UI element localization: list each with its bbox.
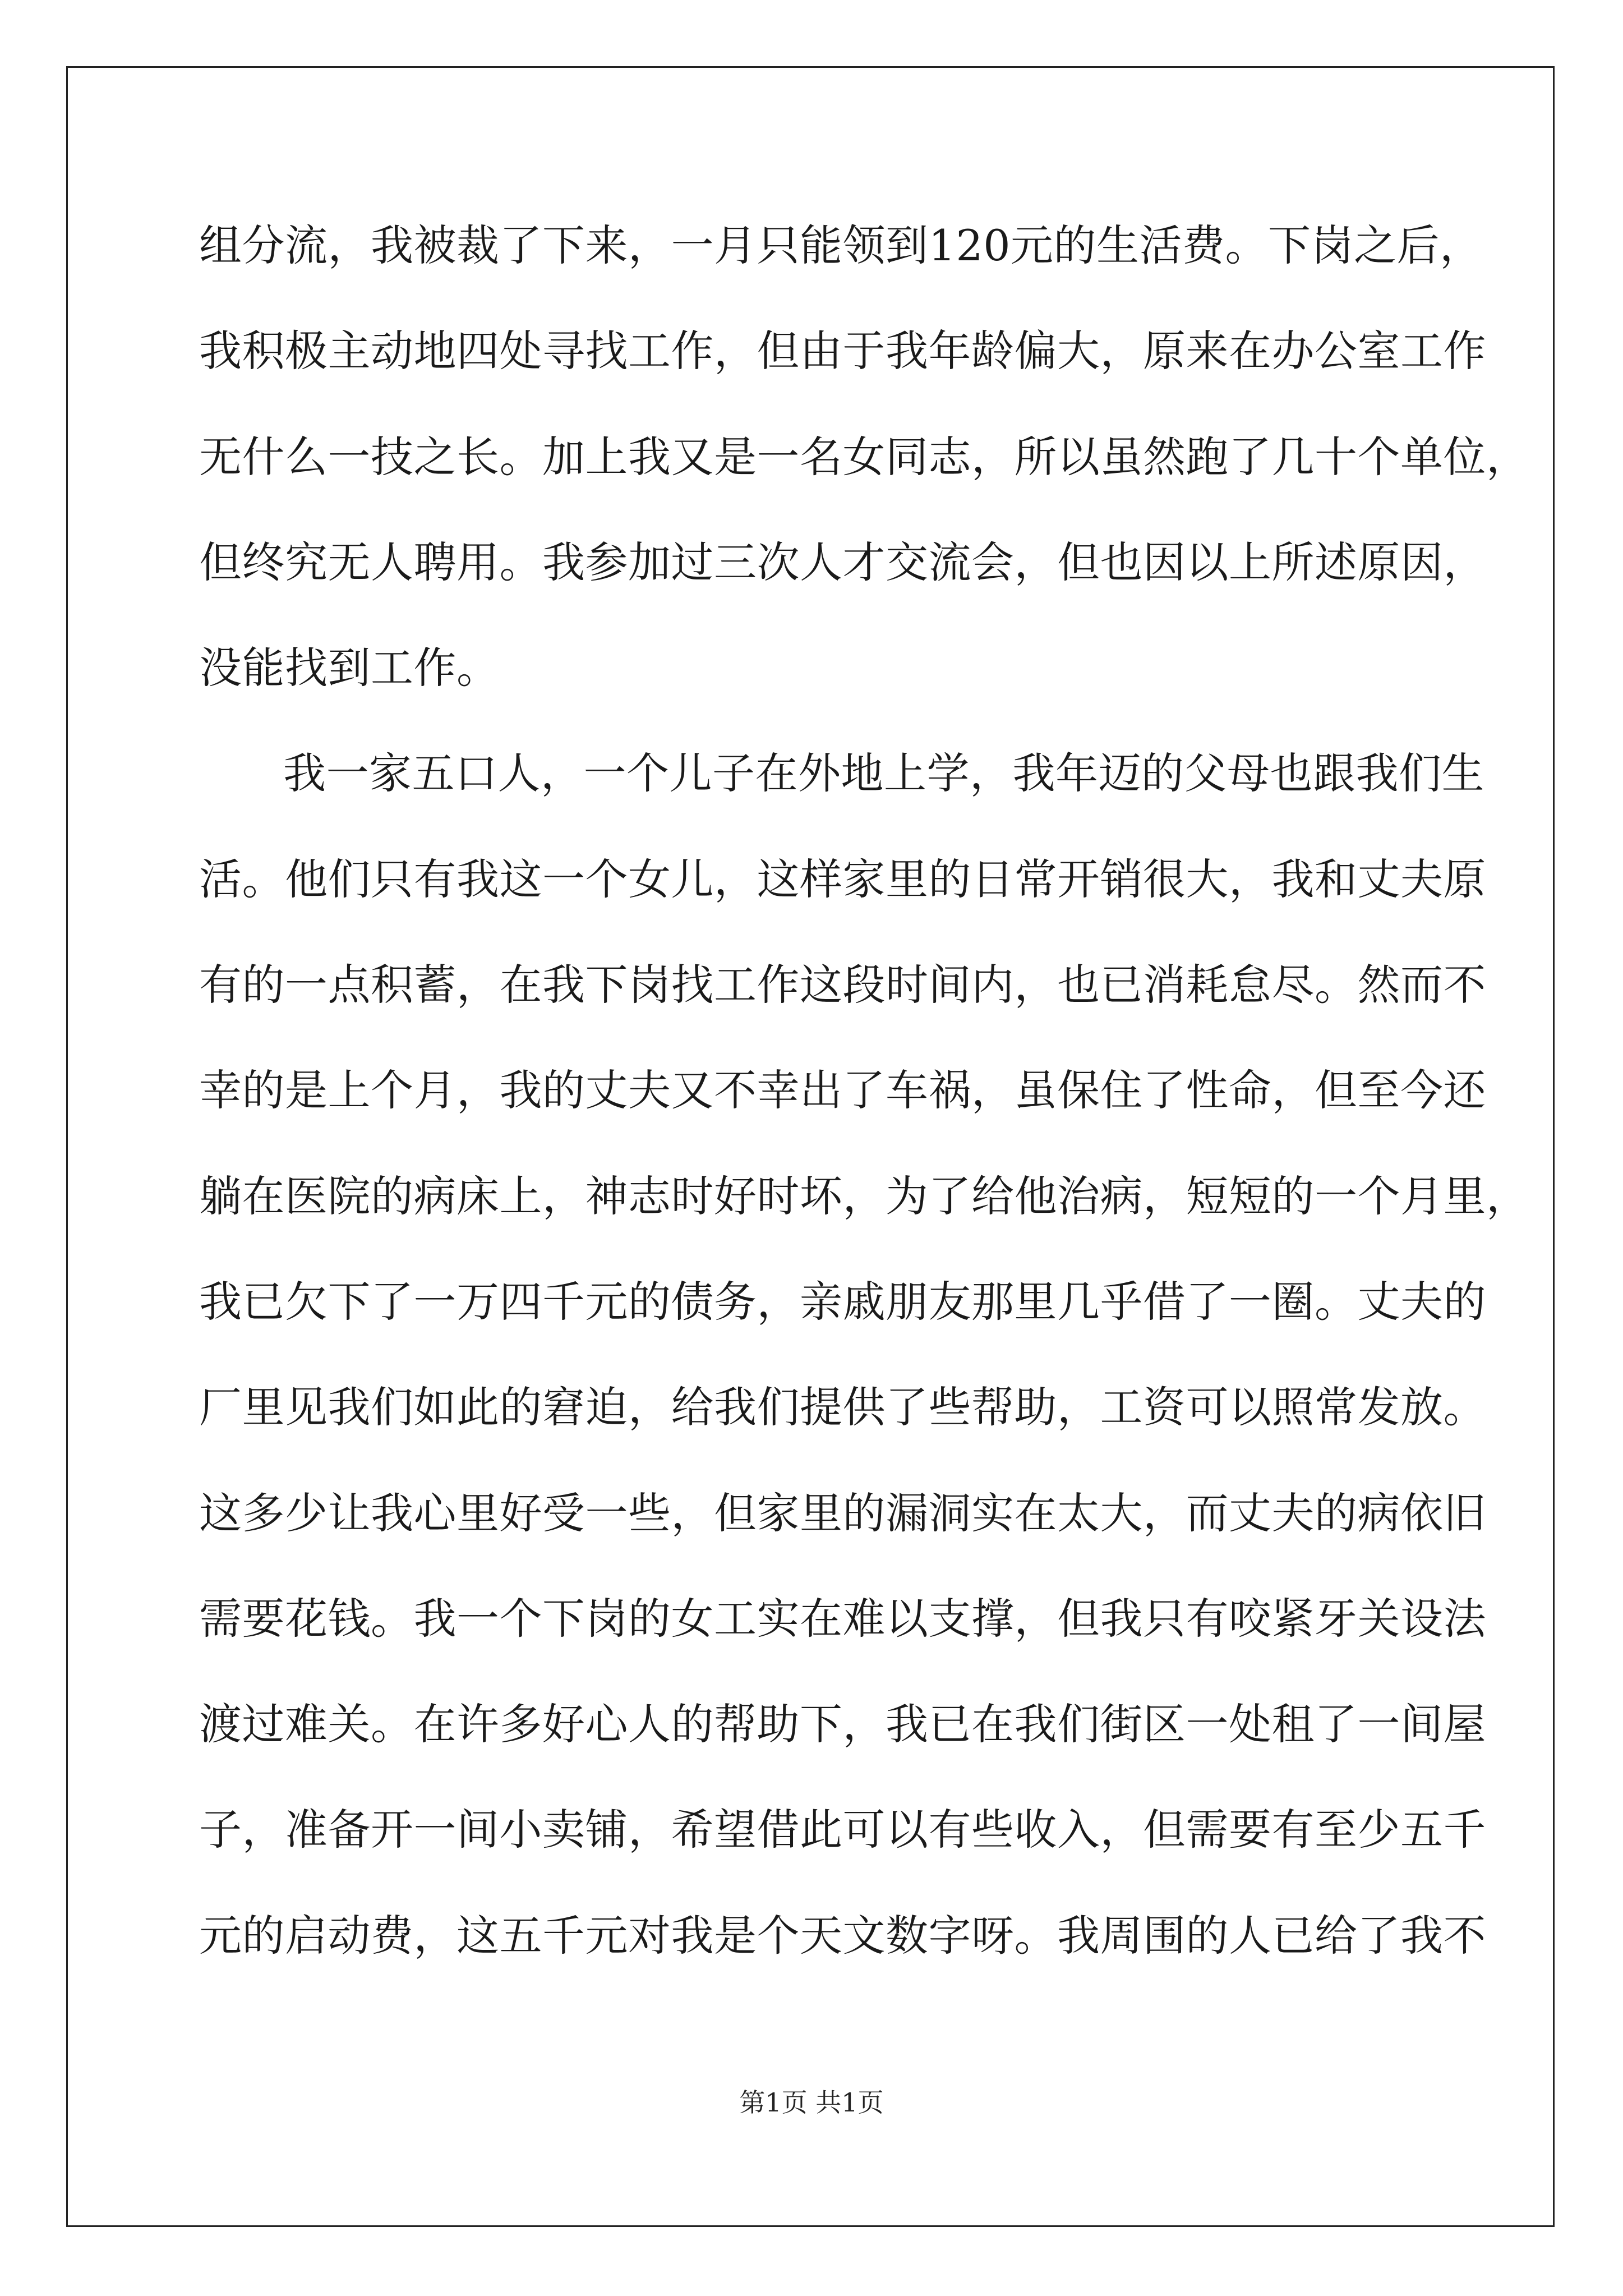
page-footer: 第1页 共1页 (739, 2087, 884, 2118)
text-line: 有的一点积蓄，在我下岗找工作这段时间内，也已消耗怠尽。然而不 (199, 960, 1486, 1010)
text-line: 元的启动费，这五千元对我是个天文数字呀。我周围的人已给了我不 (199, 1910, 1486, 1961)
text-line: 我积极主动地四处寻找工作，但由于我年龄偏大，原来在办公室工作 (199, 326, 1486, 376)
text-line: 渡过难关。在许多好心人的帮助下，我已在我们街区一处租了一间屋 (199, 1699, 1486, 1750)
text-line: 但终究无人聘用。我参加过三次人才交流会，但也因以上所述原因， (199, 537, 1486, 587)
paragraph-first-line: 我一家五口人，一个儿子在外地上学，我年迈的父母也跟我们生 (283, 748, 1484, 799)
text-line: 需要花钱。我一个下岗的女工实在难以支撑，但我只有咬紧牙关设法 (199, 1593, 1486, 1644)
text-line: 组分流，我被裁了下来，一月只能领到120元的生活费。下岗之后， (199, 220, 1483, 270)
document-body (199, 213, 1529, 2009)
text-line: 无什么一技之长。加上我又是一名女同志，所以虽然跑了几十个单位， (199, 431, 1529, 482)
text-line: 没能找到工作。 (199, 643, 500, 693)
text-line: 躺在医院的病床上，神志时好时坏，为了给他治病，短短的一个月里， (199, 1171, 1529, 1221)
text-line: 我已欠下了一万四千元的债务，亲戚朋友那里几乎借了一圈。丈夫的 (199, 1276, 1486, 1327)
text-line: 子，准备开一间小卖铺，希望借此可以有些收入，但需要有至少五千 (199, 1805, 1486, 1855)
text-line: 幸的是上个月，我的丈夫又不幸出了车祸，虽保住了性命，但至今还 (199, 1065, 1486, 1116)
text-line: 这多少让我心里好受一些，但家里的漏洞实在太大，而丈夫的病依旧 (199, 1488, 1486, 1538)
text-line: 厂里见我们如此的窘迫，给我们提供了些帮助，工资可以照常发放。 (199, 1382, 1486, 1433)
text-line: 活。他们只有我这一个女儿，这样家里的日常开销很大，我和丈夫原 (199, 854, 1486, 904)
